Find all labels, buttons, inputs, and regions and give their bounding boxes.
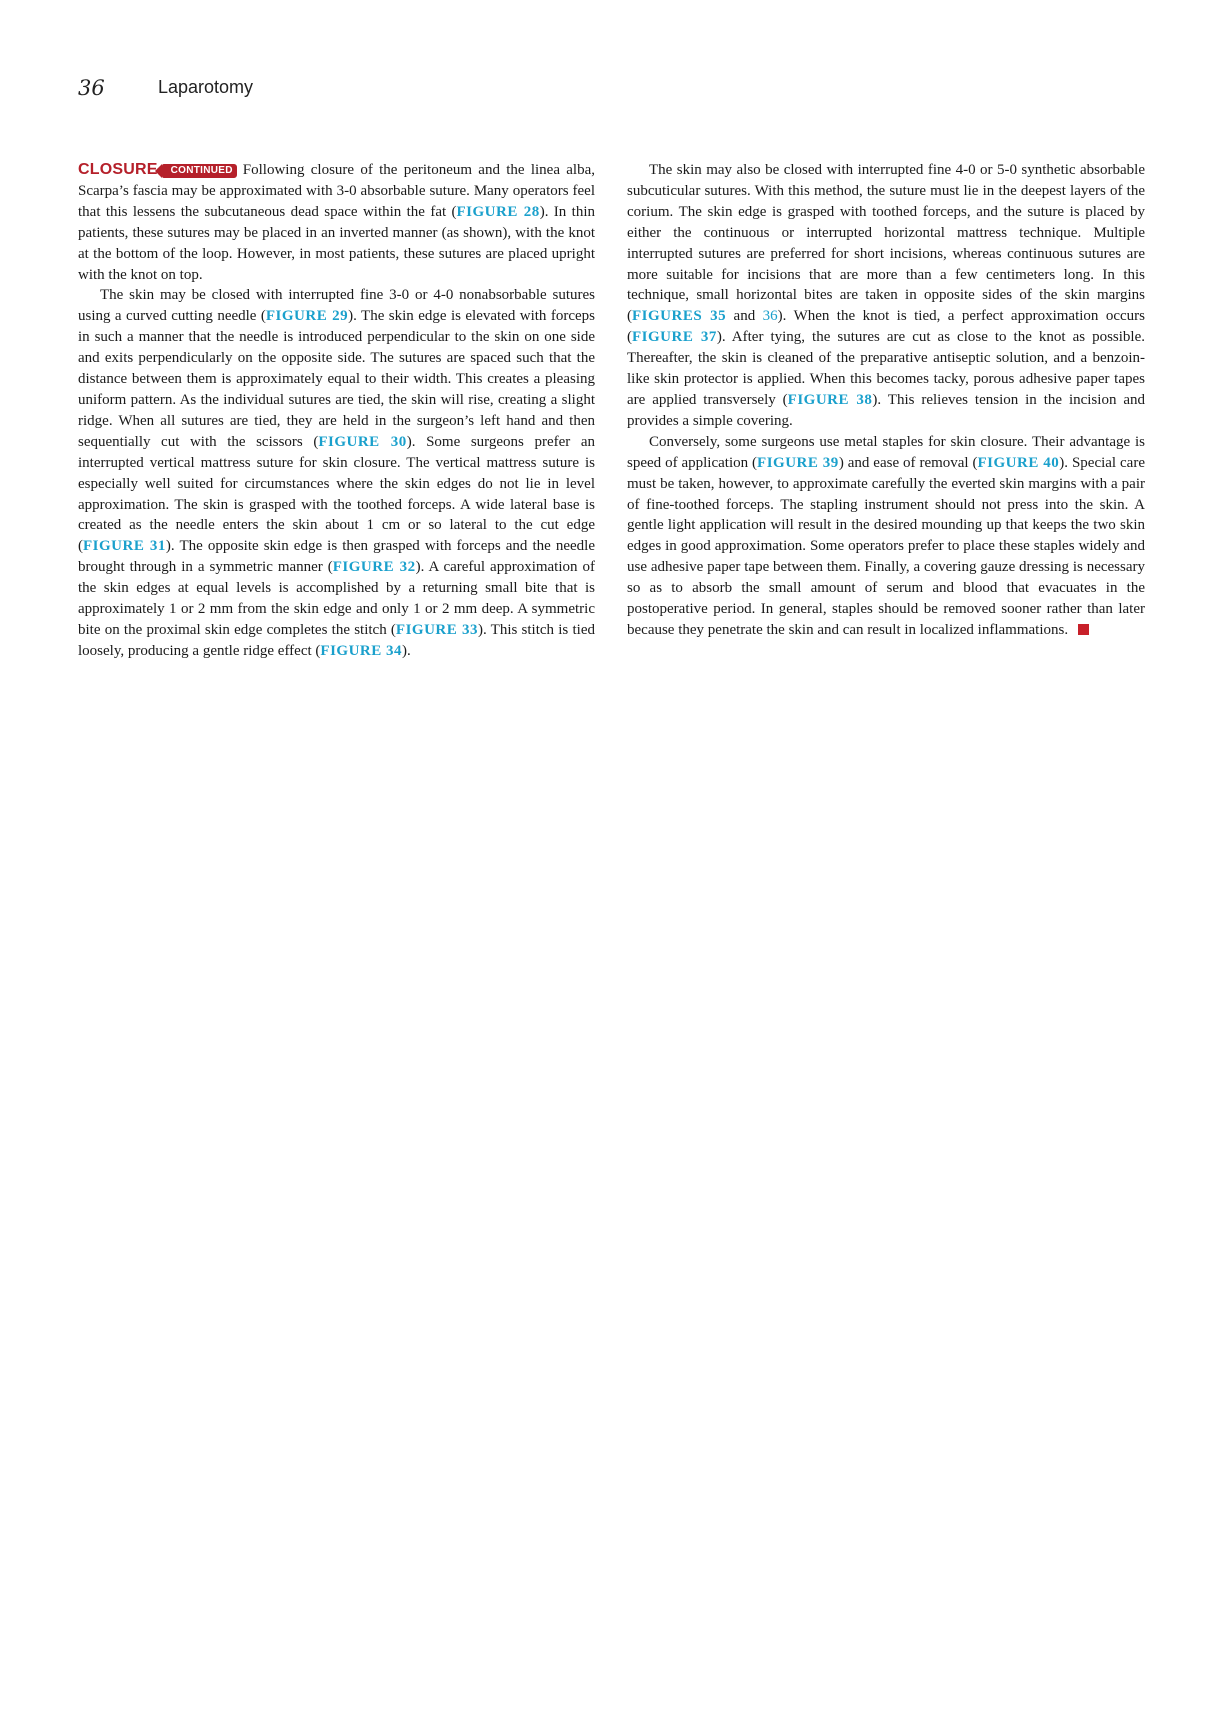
paragraph-text: Conversely, some surgeons use metal staples for skin closure. Their advantage is speed of application ( — [627, 433, 1145, 471]
figure-reference-link[interactable]: FIGURE 31 — [83, 538, 166, 555]
paragraph-text: ). — [402, 642, 411, 659]
figure-reference-link[interactable]: FIGURE 38 — [787, 391, 873, 408]
section-heading: CLOSURE — [78, 161, 158, 178]
paragraph-text: ). This stitch is tied loosely, producing a gentle ridge effect ( — [78, 621, 595, 659]
figure-reference-link[interactable]: FIGURE 29 — [265, 308, 349, 325]
paragraph-text: ). When the knot is tied, a perfect approximation occurs ( — [627, 308, 1145, 346]
paragraph-text: ). The opposite skin edge is then grasped with forceps and the needle brought through in a symmetric manner ( — [78, 538, 595, 576]
paragraph-text: The skin may be closed with interrupted fine 3-0 or 4-0 nonabsorbable sutures using a curved cutting needle ( — [78, 287, 595, 325]
figure-reference-link[interactable]: FIGURE 37 — [632, 329, 717, 346]
figure-reference-link[interactable]: FIGURE 32 — [332, 559, 416, 576]
figure-reference-link[interactable]: FIGURE 33 — [395, 621, 478, 638]
paragraph-text: ). This relieves tension in the incision and provides a simple covering. — [627, 391, 1146, 429]
figure-reference-link[interactable]: FIGURE 34 — [320, 642, 403, 659]
figure-reference-link[interactable]: FIGURE 28 — [456, 203, 540, 220]
paragraph-text: ). The skin edge is elevated with forceps in such a manner that the needle is introduced perpendicular to the skin on one side and exits perpendicularly on the opposite side. The sutures are spaced such that the distance between them is approximately equal to their width. This creates a pleasing uniform pattern. As the individual sutures are tied, the skin will rise, creating a slight ridge. When all sutures are tied, they are held in the surgeon’s left hand and then sequentially cut with the scissors ( — [78, 308, 595, 450]
figure-reference-link[interactable]: FIGURE 40 — [977, 454, 1060, 471]
paragraph-text: The skin may also be closed with interrupted fine 4-0 or 5-0 synthetic absorbable subcuticular sutures. With this method, the suture must lie in the deepest layers of the corium. The skin edge is grasped with toothed forceps, and the suture is placed by either the continuous or interrupted horizontal mattress technique. Multiple interrupted sutures are preferred for short incisions, whereas continuous sutures are more suitable for incisions that are more than a few centimeters long. In this technique, small horizontal bites are taken in opposite sides of the skin margins ( — [627, 162, 1145, 325]
paragraph-text: ). After tying, the sutures are cut as close to the knot as possible. Thereafter, the skin is cleaned of the preparative antiseptic solution, and a benzoin-like skin protector is applied. When this becomes tacky, porous adhesive paper tapes are applied transversely ( — [627, 329, 1145, 408]
paragraph — [78, 160, 595, 285]
left-column — [78, 160, 595, 662]
figure-reference-link[interactable]: 36 — [762, 308, 778, 325]
end-of-section-mark-icon — [1078, 624, 1089, 635]
running-title: Laparotomy — [158, 77, 254, 97]
paragraph-text: ). In thin patients, these sutures may be placed in an inverted manner (as shown), with the knot at the bottom of the loop. However, in most patients, these sutures are placed upright with the knot on top. — [78, 203, 595, 283]
paragraph — [78, 285, 595, 661]
continued-tag: CONTINUED — [162, 164, 237, 178]
paragraph-text: ) and ease of removal ( — [838, 454, 978, 471]
paragraph-text: Following closure of the peritoneum and the linea alba, Scarpa’s fascia may be approximated with 3-0 absorbable suture. Many operators feel that this lessens the subcutaneous dead space within the fat ( — [78, 162, 595, 220]
figure-reference-link[interactable]: FIGURE 39 — [757, 454, 839, 471]
paragraph-text: ). Some surgeons prefer an interrupted vertical mattress suture for skin closure. The vertical mattress suture is especially well suited for circumstances where the skin edges do not lie in level approximation. The skin is grasped with the toothed forceps. A wide lateral base is created as the needle enters the skin about 1 cm or so lateral to the cut edge ( — [78, 433, 595, 555]
figure-reference-link[interactable]: FIGURE 30 — [318, 433, 407, 450]
paragraph — [627, 160, 1145, 432]
paragraph — [627, 432, 1145, 641]
paragraph-text: ). A careful approximation of the skin edges at equal levels is accomplished by a returning small bite that is approximately 1 or 2 mm from the skin edge and only 1 or 2 mm deep. A symmetric bite on the proximal skin edge completes the stitch ( — [78, 559, 595, 638]
right-column — [627, 160, 1145, 641]
paragraph-text: and — [726, 308, 763, 325]
paragraph-text: ). Special care must be taken, however, to approximate carefully the everted skin margins with a pair of fine-toothed forceps. The stapling instrument should not press into the skin. A gentle light application will result in the desired mounding up that keeps the two skin edges in good approximation. Some operators prefer to place these staples widely and use adhesive paper tape between them. Finally, a covering gauze dressing is necessary so as to absorb the small amount of serum and blood that evacuates in the postoperative period. In general, staples should be removed sooner rather than later because they penetrate the skin and can result in localized inflammations. — [627, 454, 1145, 638]
figure-reference-link[interactable]: FIGURES 35 — [632, 308, 727, 325]
page-number: 36 — [78, 76, 105, 100]
